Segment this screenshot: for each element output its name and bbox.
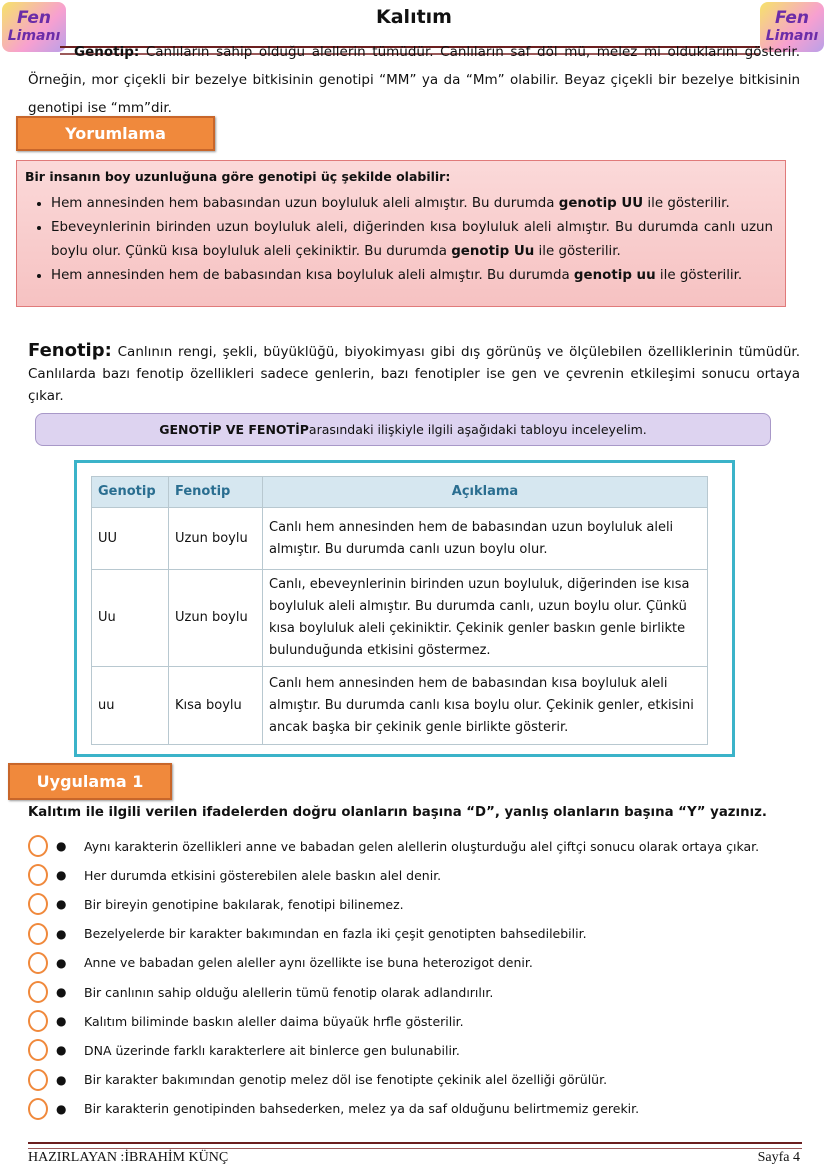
genotype-cell: Uu [92,570,169,667]
statement-text: Bir karakterin genotipinden bahsederken, melez ya da saf olduğunu belirtmemiz gerekir. [84,1101,640,1117]
true-false-item [28,1039,460,1061]
item-bold: genotip Uu [451,244,535,259]
true-false-item [28,864,441,886]
bullet-icon: ● [56,1072,67,1087]
true-false-item [28,952,533,974]
answer-circle[interactable] [28,1098,48,1120]
yorumlama-label: Yorumlama [16,116,215,151]
table-row [92,667,708,745]
statement-text: Bir canlının sahip olduğu alellerin tümü fenotip olarak adlandırılır. [84,984,494,1000]
description-cell: Canlı, ebeveynlerinin birinden uzun boyluluk, diğerinden ise kısa boyluluk aleli almıştır. Bu durumda canlı, uzun boylu olur. Çünkü kısa boyluluk aleli çekiniktir. Çekinik genler baskın genle birlikte bulunduğunda etkisini göstermez. [263,570,708,667]
answer-circle[interactable] [28,923,48,945]
statement-text: DNA üzerinde farklı karakterlere ait binlerce gen bulunabilir. [84,1042,460,1058]
uygulama-instruction: Kalıtım ile ilgili verilen ifadelerden doğru olanların başına “D”, yanlış olanların başına “Y” yazınız. [28,805,767,820]
statement-text: Bezelyelerde bir karakter bakımından en fazla iki çeşit genotipten bahsedilebilir. [84,926,587,942]
banner-bold: GENOTİP VE FENOTİP [159,422,309,437]
answer-circle[interactable] [28,1069,48,1091]
logo-text: Fen [775,8,809,28]
logo-text: Limanı [7,28,61,44]
genotype-cell: uu [92,667,169,745]
statement-text: Bir karakter bakımından genotip melez döl ise fenotipte çekinik alel özelliği görülür. [84,1072,608,1088]
answer-circle[interactable] [28,952,48,974]
statement-text: Her durumda etkisini gösterebilen alele baskın alel denir. [84,867,442,883]
phenotype-cell: Uzun boylu [169,570,263,667]
yorumlama-item [51,216,785,264]
genotip-text: Canlıların sahip olduğu alellerin tümüdür. Canlıların saf döl mü, melez mi olduklarını gösterir. Örneğin, mor çiçekli bir bezelye bitkisinin genotipi “MM” ya da “Mm” olabilir. Beyaz çiçekli bir bezelye bitkisinin genotipi ise “mm”dir. [28,44,800,116]
bullet-icon: ● [56,897,67,912]
statement-text: Aynı karakterin özellikleri anne ve babadan gelen alellerin oluşturduğu alel çiftçi sonucu olarak ortaya çıkar. [84,838,760,854]
footer-divider [28,1142,802,1149]
bullet-icon: ● [56,926,67,941]
yorumlama-item [51,264,785,288]
bullet-icon: ● [56,955,67,970]
true-false-item [28,893,404,915]
genotype-cell: UU [92,508,169,570]
item-text: Hem annesinden hem babasından uzun boyluluk aleli almıştır. Bu durumda [51,196,559,211]
bullet-icon: ● [56,1101,67,1116]
genotip-paragraph [28,38,800,122]
table-row [92,508,708,570]
table-intro-banner [35,413,771,446]
genotip-term: Genotip: [74,44,140,60]
true-false-item [28,923,587,945]
item-bold: genotip UU [558,196,644,211]
uygulama-label: Uygulama 1 [8,763,172,800]
fenotip-text: Canlının rengi, şekli, büyüklüğü, biyokimyası gibi dış görünüş ve ölçülebilen özelliklerinin tümüdür. Canlılarda bazı fenotip özellikleri sadece genlerin, bazı fenotipler ise gen ve çevrenin etkileşimi sonucu ortaya çıkar. [28,344,800,404]
true-false-item [28,835,759,857]
statement-text: Bir bireyin genotipine bakılarak, fenotipi bilinemez. [84,896,404,912]
bullet-icon: ● [56,1014,67,1029]
answer-circle[interactable] [28,1010,48,1032]
page-title: Kalıtım [376,6,452,28]
statement-text: Kalıtım biliminde baskın aleller daima büyaük hrfle gösterilir. [84,1013,464,1029]
column-header: Açıklama [263,477,708,508]
answer-circle[interactable] [28,893,48,915]
answer-circle[interactable] [28,864,48,886]
item-text: ile gösterilir. [643,196,730,211]
answer-circle[interactable] [28,1039,48,1061]
item-text: Hem annesinden hem de babasından kısa boyluluk aleli almıştır. Bu durumda [51,268,574,283]
true-false-item [28,981,493,1003]
yorumlama-item [51,192,785,216]
column-header: Fenotip [169,477,263,508]
item-text: ile gösterilir. [655,268,743,283]
yorumlama-heading: Bir insanın boy uzunluğuna göre genotipi üç şekilde olabilir: [25,169,451,184]
bullet-icon: ● [56,839,67,853]
answer-circle[interactable] [28,835,48,857]
bullet-icon: ● [56,1043,67,1058]
phenotype-cell: Kısa boylu [169,667,263,745]
item-bold: genotip uu [573,268,656,283]
banner-text: arasındaki ilişkiyle ilgili aşağıdaki tabloyu inceleyelim. [308,422,647,437]
statement-text: Anne ve babadan gelen aleller aynı özellikte ise buna heterozigot denir. [84,955,533,971]
logo-text: Fen [17,8,51,28]
fenotip-term: Fenotip: [28,340,112,361]
footer-page-number: Sayfa 4 [757,1150,800,1165]
true-false-item [28,1010,464,1032]
item-text: Ebeveynlerinin birinden uzun boyluluk aleli, diğerinden kısa boyluluk aleli almıştır. Bu durumda canlı uzun boylu olur. Çünkü kısa boyluluk aleli çekiniktir. Bu durumda [51,220,773,259]
footer-author: HAZIRLAYAN :İBRAHİM KÜNÇ [28,1150,229,1165]
genotype-phenotype-table [91,476,708,745]
answer-circle[interactable] [28,981,48,1003]
table-header-row [92,477,708,508]
item-text: ile gösterilir. [534,244,621,259]
true-false-item [28,1098,639,1120]
logo-text: Limanı [765,28,819,44]
phenotype-cell: Uzun boylu [169,508,263,570]
column-header: Genotip [92,477,169,508]
description-cell: Canlı hem annesinden hem de babasından kısa boyluluk aleli almıştır. Bu durumda canlı kısa boylu olur. Çekinik genler, etkisini ancak başka bir çekinik genle birlikte gösterir. [263,667,708,745]
yorumlama-box [16,160,786,307]
description-cell: Canlı hem annesinden hem de babasından uzun boyluluk aleli almıştır. Bu durumda canlı uzun boylu olur. [263,508,708,570]
bullet-icon: ● [56,868,67,883]
bullet-icon: ● [56,985,67,999]
table-row [92,570,708,667]
true-false-item [28,1069,607,1091]
fenotip-paragraph [28,340,800,407]
